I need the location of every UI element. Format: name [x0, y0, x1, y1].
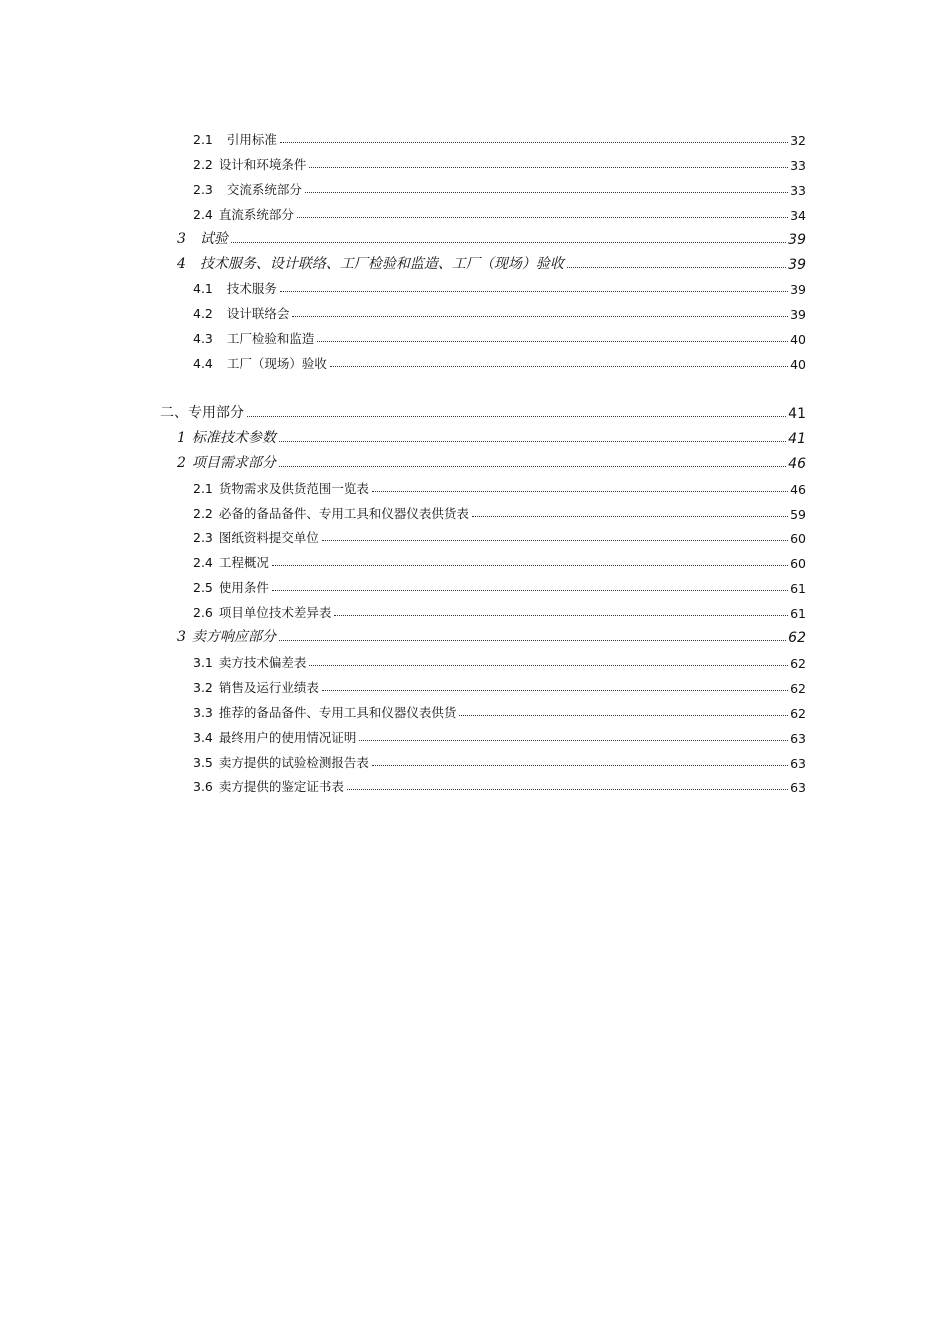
toc-entry[interactable]	[193, 149, 806, 173]
toc-entry-number: 3.2	[193, 679, 213, 695]
toc-entry-label	[193, 329, 315, 347]
toc-entry[interactable]	[193, 498, 806, 522]
toc-entry-title: 最终用户的使用情况证明	[218, 729, 357, 745]
toc-entry-label	[177, 427, 277, 447]
toc-entry-page-number: 39	[788, 256, 806, 273]
toc-entry-number: 4.2	[193, 306, 213, 322]
dot-leader	[305, 192, 788, 193]
dot-leader	[309, 665, 788, 666]
toc-entry[interactable]	[193, 647, 806, 671]
toc-entry-number: 2.6	[193, 605, 213, 621]
toc-entry-page-number: 62	[790, 680, 806, 696]
toc-entry[interactable]	[177, 224, 806, 248]
toc-entry-number: 4.4	[193, 356, 213, 372]
toc-entry-number: 3	[177, 629, 186, 645]
toc-entry-page-number: 46	[790, 481, 806, 497]
toc-entry-number: 3	[177, 230, 186, 247]
toc-entry-label	[193, 528, 320, 546]
toc-entry-label	[193, 130, 278, 148]
toc-entry-page-number: 39	[790, 307, 806, 323]
toc-entry[interactable]	[160, 398, 806, 422]
dot-leader	[330, 366, 788, 367]
toc-entry-number: 3.4	[193, 729, 213, 745]
toc-entry[interactable]	[193, 124, 806, 148]
toc-entry[interactable]	[177, 448, 806, 472]
toc-entry-title: 工程概况	[218, 555, 269, 571]
toc-entry[interactable]	[193, 722, 806, 746]
toc-entry[interactable]	[193, 697, 806, 721]
toc-entry-page-number: 63	[790, 730, 806, 746]
toc-entry-number: 2.1	[193, 480, 213, 496]
toc-entry-title: 销售及运行业绩表	[218, 679, 319, 695]
toc-entry[interactable]	[193, 323, 806, 347]
dot-leader	[347, 789, 788, 790]
dot-leader	[279, 640, 786, 641]
toc-entry-page-number: 63	[790, 755, 806, 771]
toc-entry-title: 专用部分	[188, 404, 244, 421]
toc-entry-page-number: 62	[790, 655, 806, 671]
toc-entry-number: 2.3	[193, 530, 213, 546]
dot-leader	[231, 242, 786, 243]
toc-entry-label	[177, 253, 565, 273]
toc-entry-label	[193, 504, 470, 522]
toc-entry-title: 工厂检验和监造	[226, 331, 315, 347]
toc-entry-page-number: 40	[790, 332, 806, 348]
toc-entry-page-number: 61	[790, 581, 806, 597]
toc-entry-label	[177, 228, 229, 248]
toc-entry-label	[193, 180, 303, 198]
toc-entry-number: 3.1	[193, 654, 213, 670]
dot-leader	[280, 142, 788, 143]
toc-entry-page-number: 63	[790, 780, 806, 796]
toc-entry-page-number: 62	[790, 705, 806, 721]
toc-entry-page-number: 59	[790, 506, 806, 522]
dot-leader	[272, 590, 788, 591]
toc-entry-number: 2.4	[193, 555, 213, 571]
toc-entry-number: 3.3	[193, 704, 213, 720]
toc-entry-label	[193, 603, 332, 621]
dot-leader	[472, 516, 788, 517]
toc-entry[interactable]	[193, 473, 806, 497]
toc-entry-number: 3.5	[193, 754, 213, 770]
toc-entry-title: 直流系统部分	[218, 206, 294, 222]
toc-entry[interactable]	[193, 298, 806, 322]
dot-leader	[279, 441, 786, 442]
toc-entry-number: 4.3	[193, 331, 213, 347]
dot-leader	[279, 466, 786, 467]
dot-leader	[459, 715, 788, 716]
toc-entry-title: 货物需求及供货范围一览表	[218, 480, 369, 496]
toc-entry-page-number: 41	[788, 430, 806, 447]
toc-entry-number: 2	[177, 454, 186, 471]
toc-entry[interactable]	[193, 522, 806, 546]
toc-entry[interactable]	[193, 747, 806, 771]
toc-entry-label	[193, 304, 290, 322]
toc-entry[interactable]	[193, 572, 806, 596]
toc-entry-label	[160, 402, 245, 422]
toc-entry-page-number: 32	[790, 133, 806, 148]
toc-entry[interactable]	[177, 249, 806, 273]
toc-entry-number: 2.4	[193, 206, 213, 222]
dot-leader	[359, 740, 788, 741]
toc-entry-page-number: 39	[790, 282, 806, 298]
toc-entry-title: 推荐的备品备件、专用工具和仪器仪表供货	[218, 704, 457, 720]
toc-entry-title: 设计联络会	[226, 306, 290, 322]
toc-entry-number: 2.1	[193, 132, 213, 147]
toc-entry-label	[193, 155, 307, 173]
toc-entry-number: 1	[177, 429, 186, 446]
toc-entry-label	[193, 553, 270, 571]
dot-leader	[372, 491, 788, 492]
toc-entry-title: 标准技术参数	[191, 429, 276, 446]
toc-entry-title: 试验	[199, 230, 228, 247]
dot-leader	[272, 565, 788, 566]
toc-entry-label	[193, 703, 457, 721]
toc-entry-page-number: 46	[788, 455, 806, 472]
toc-entry-label	[177, 626, 277, 646]
toc-entry-page-number: 39	[788, 231, 806, 248]
toc-entry-label	[177, 452, 277, 472]
toc-entry-title: 项目单位技术差异表	[218, 605, 332, 621]
toc-entry-number: 4	[177, 255, 186, 272]
toc-entry-title: 引用标准	[226, 132, 277, 147]
toc-entry-label	[193, 578, 270, 596]
toc-entry-title: 卖方提供的试验检测报告表	[218, 754, 369, 770]
toc-entry-label	[193, 653, 307, 671]
toc-entry-page-number: 62	[788, 630, 806, 646]
toc-entry-title: 卖方响应部分	[191, 629, 276, 645]
toc-entry-label	[193, 279, 278, 297]
toc-entry-number: 2.5	[193, 580, 213, 596]
toc-entry-page-number: 60	[790, 556, 806, 572]
toc-entry-title: 工厂（现场）验收	[226, 356, 327, 372]
toc-entry-page-number: 40	[790, 357, 806, 373]
toc-entry-title: 技术服务、设计联络、工厂检验和监造、工厂（现场）验收	[199, 255, 564, 272]
dot-leader	[292, 316, 788, 317]
toc-entry-number: 2.2	[193, 505, 213, 521]
toc-entry-page-number: 41	[788, 405, 806, 422]
dot-leader	[322, 690, 788, 691]
dot-leader	[322, 540, 788, 541]
toc-entry[interactable]	[193, 771, 806, 795]
toc-entry-number: 2.3	[193, 181, 213, 197]
toc-entry[interactable]	[193, 199, 806, 223]
dot-leader	[247, 416, 786, 417]
dot-leader	[334, 615, 788, 616]
toc-entry[interactable]	[193, 597, 806, 621]
dot-leader	[372, 765, 788, 766]
toc-entry-title: 技术服务	[226, 281, 277, 297]
dot-leader	[567, 267, 786, 268]
toc-entry-number: 二、	[160, 404, 188, 421]
toc-entry[interactable]	[193, 547, 806, 571]
toc-entry-page-number: 60	[790, 531, 806, 547]
toc-entry-number: 4.1	[193, 281, 213, 297]
toc-entry-number: 3.6	[193, 779, 213, 795]
toc-entry[interactable]	[193, 348, 806, 372]
toc-entry[interactable]	[193, 672, 806, 696]
toc-entry-label	[193, 728, 357, 746]
toc-entry-title: 使用条件	[218, 580, 269, 596]
toc-entry-label	[193, 354, 328, 372]
toc-entry-title: 必备的备品备件、专用工具和仪器仪表供货表	[218, 505, 469, 521]
toc-entry-label	[193, 753, 370, 771]
dot-leader	[297, 217, 788, 218]
dot-leader	[317, 341, 788, 342]
toc-entry-page-number: 61	[790, 606, 806, 622]
toc-entry-label	[193, 678, 320, 696]
toc-entry-number: 2.2	[193, 156, 213, 172]
toc-entry-title: 卖方提供的鉴定证书表	[218, 779, 344, 795]
toc-entry-label	[193, 777, 345, 795]
dot-leader	[309, 167, 788, 168]
toc-entry[interactable]	[193, 174, 806, 198]
toc-entry-page-number: 33	[790, 157, 806, 173]
toc-entry-title: 交流系统部分	[226, 181, 302, 197]
toc-entry-title: 设计和环境条件	[218, 156, 307, 172]
toc-entry-label	[193, 479, 370, 497]
toc-entry-label	[193, 205, 295, 223]
toc-entry[interactable]	[177, 423, 806, 447]
toc-entry-title: 卖方技术偏差表	[218, 654, 307, 670]
toc-entry[interactable]	[177, 622, 806, 646]
toc-entry-title: 项目需求部分	[191, 454, 276, 471]
toc-entry[interactable]	[193, 273, 806, 297]
toc-entry-page-number: 33	[790, 182, 806, 198]
toc-entry-page-number: 34	[790, 207, 806, 223]
dot-leader	[280, 291, 788, 292]
toc-entry-title: 图纸资料提交单位	[218, 530, 319, 546]
